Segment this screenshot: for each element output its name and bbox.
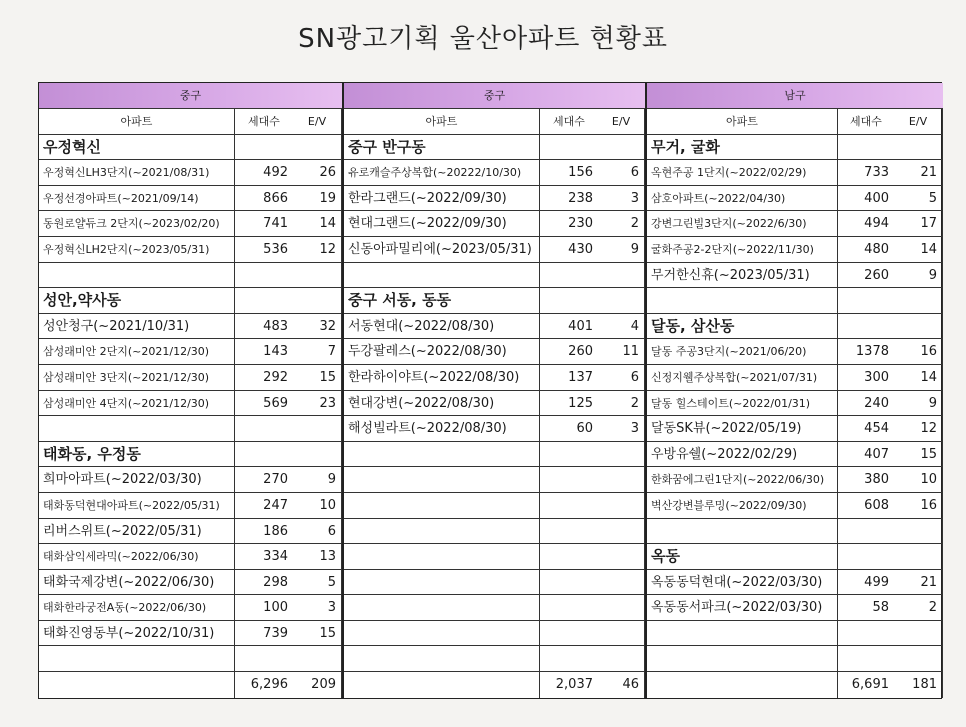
household-count: 494: [838, 211, 894, 237]
empty-cell: [647, 519, 838, 545]
apartment-name: 한라그랜드(~2022/09/30): [344, 186, 540, 212]
ev-count: 13: [293, 544, 342, 570]
apartment-name: 태화한라궁전A동(~2022/06/30): [39, 595, 235, 621]
apartment-name: 동원로얄듀크 2단지(~2023/02/20): [39, 211, 235, 237]
household-count: 492: [235, 160, 293, 186]
household-count: 480: [838, 237, 894, 263]
household-count: 499: [838, 570, 894, 596]
empty-cell: [344, 646, 540, 672]
ev-count: 16: [894, 493, 943, 519]
total-households: 6,691: [851, 677, 889, 693]
household-count: 430: [540, 237, 598, 263]
ev-count: 2: [598, 391, 645, 417]
ev-count: 21: [894, 570, 943, 596]
empty-cell: [894, 646, 943, 672]
empty-cell: [894, 544, 943, 570]
empty-cell: [598, 621, 645, 647]
empty-cell: [293, 288, 342, 314]
household-count: 260: [540, 339, 598, 365]
section-heading: 성안,약사동: [39, 288, 235, 314]
section-heading: 중구 반구동: [344, 135, 540, 161]
household-count: 137: [540, 365, 598, 391]
empty-cell: [838, 646, 894, 672]
ev-count: 17: [894, 211, 943, 237]
empty-cell: [293, 416, 342, 442]
apartment-name: 벽산강변블루밍(~2022/09/30): [647, 493, 838, 519]
apartment-name: 한라하이야트(~2022/08/30): [344, 365, 540, 391]
ev-count: 14: [894, 237, 943, 263]
apartment-name: 옥동동서파크(~2022/03/30): [647, 595, 838, 621]
apartment-name: 삼호아파트(~2022/04/30): [647, 186, 838, 212]
section-heading: 태화동, 우정동: [39, 442, 235, 468]
ev-count: 12: [293, 237, 342, 263]
ev-count: 2: [894, 595, 943, 621]
empty-cell: [540, 621, 598, 647]
apartment-name: 달동SK뷰(~2022/05/19): [647, 416, 838, 442]
ev-count: 10: [293, 493, 342, 519]
household-count: 156: [540, 160, 598, 186]
region-header: 중구: [344, 83, 645, 109]
ev-count: 19: [293, 186, 342, 212]
apartment-name: 신동아파밀리에(~2023/05/31): [344, 237, 540, 263]
ev-count: 2: [598, 211, 645, 237]
household-count: 58: [838, 595, 894, 621]
empty-cell: [540, 544, 598, 570]
ev-count: 6: [293, 519, 342, 545]
empty-cell: [598, 442, 645, 468]
column-header-ev: E/V: [598, 109, 645, 135]
ev-count: 9: [293, 467, 342, 493]
empty-cell: [598, 263, 645, 289]
empty-cell: [235, 263, 293, 289]
household-count: 407: [838, 442, 894, 468]
empty-cell: [838, 544, 894, 570]
column-header-ev: E/V: [293, 109, 342, 135]
empty-cell: [598, 595, 645, 621]
section-heading: 옥동: [647, 544, 838, 570]
household-count: 380: [838, 467, 894, 493]
apartment-name: 현대강변(~2022/08/30): [344, 391, 540, 417]
apartment-name: 현대그랜드(~2022/09/30): [344, 211, 540, 237]
empty-cell: [540, 595, 598, 621]
household-count: 334: [235, 544, 293, 570]
apartment-name: 태화국제강변(~2022/06/30): [39, 570, 235, 596]
empty-cell: [598, 646, 645, 672]
ev-count: 14: [293, 211, 342, 237]
apartment-name: 삼성래미안 3단지(~2021/12/30): [39, 365, 235, 391]
apartment-name: 신정지웰주상복합(~2021/07/31): [647, 365, 838, 391]
empty-cell: [344, 621, 540, 647]
apartment-name: 삼성래미안 2단지(~2021/12/30): [39, 339, 235, 365]
empty-cell: [540, 519, 598, 545]
apartment-name: 유로캐슬주상복합(~20222/10/30): [344, 160, 540, 186]
apartment-name: 삼성래미안 4단지(~2021/12/30): [39, 391, 235, 417]
ev-count: 7: [293, 339, 342, 365]
empty-cell: [838, 519, 894, 545]
empty-cell: [39, 263, 235, 289]
ev-count: 5: [894, 186, 943, 212]
empty-cell: [598, 493, 645, 519]
empty-cell: [344, 493, 540, 519]
household-count: 400: [838, 186, 894, 212]
empty-cell: [540, 288, 598, 314]
empty-cell: [838, 135, 894, 161]
district-block: [344, 83, 647, 698]
empty-cell: [598, 544, 645, 570]
column-header-apartment: 아파트: [39, 109, 235, 135]
household-count: 143: [235, 339, 293, 365]
empty-cell: [293, 646, 342, 672]
household-count: 260: [838, 263, 894, 289]
household-count: 186: [235, 519, 293, 545]
apartment-name: 우정혁신LH3단지(~2021/08/31): [39, 160, 235, 186]
district-block: [39, 83, 344, 698]
apartment-name: 태화삼익세라믹(~2022/06/30): [39, 544, 235, 570]
page-title: SN광고기획 울산아파트 현황표: [298, 24, 668, 54]
ev-count: 6: [598, 365, 645, 391]
empty-cell: [344, 544, 540, 570]
section-heading: 우정혁신: [39, 135, 235, 161]
empty-cell: [540, 570, 598, 596]
column-header-households: 세대수: [838, 109, 894, 135]
ev-count: 15: [293, 621, 342, 647]
district-block: [647, 83, 943, 698]
empty-cell: [540, 442, 598, 468]
total-households: 2,037: [555, 677, 593, 693]
ev-count: 11: [598, 339, 645, 365]
ev-count: 5: [293, 570, 342, 596]
empty-cell: [598, 467, 645, 493]
ev-count: 10: [894, 467, 943, 493]
empty-cell: [838, 314, 894, 340]
apartment-name: 우정선경아파트(~2021/09/14): [39, 186, 235, 212]
empty-cell: [344, 442, 540, 468]
apartment-name: 한화꿈에그린1단지(~2022/06/30): [647, 467, 838, 493]
household-count: 100: [235, 595, 293, 621]
household-count: 401: [540, 314, 598, 340]
total-label-cell: [39, 672, 235, 698]
empty-cell: [838, 621, 894, 647]
region-header: 남구: [647, 83, 943, 109]
empty-cell: [235, 135, 293, 161]
household-count: 536: [235, 237, 293, 263]
ev-count: 9: [894, 263, 943, 289]
apartment-status-table: [38, 82, 942, 699]
empty-cell: [344, 519, 540, 545]
household-count: 866: [235, 186, 293, 212]
ev-count: 15: [293, 365, 342, 391]
empty-cell: [540, 263, 598, 289]
empty-cell: [894, 135, 943, 161]
empty-cell: [894, 621, 943, 647]
empty-cell: [598, 570, 645, 596]
empty-cell: [344, 263, 540, 289]
empty-cell: [540, 467, 598, 493]
column-header-households: 세대수: [540, 109, 598, 135]
ev-count: 12: [894, 416, 943, 442]
ev-count: 3: [293, 595, 342, 621]
empty-cell: [647, 288, 838, 314]
empty-cell: [894, 288, 943, 314]
section-heading: 달동, 삼산동: [647, 314, 838, 340]
ev-count: 15: [894, 442, 943, 468]
empty-cell: [39, 416, 235, 442]
household-count: 569: [235, 391, 293, 417]
section-heading: 중구 서동, 동동: [344, 288, 540, 314]
empty-cell: [540, 493, 598, 519]
apartment-name: 옥동동덕현대(~2022/03/30): [647, 570, 838, 596]
empty-cell: [235, 416, 293, 442]
ev-count: 16: [894, 339, 943, 365]
household-count: 60: [540, 416, 598, 442]
apartment-name: 강변그린빌3단지(~2022/6/30): [647, 211, 838, 237]
ev-count: 32: [293, 314, 342, 340]
ev-count: 26: [293, 160, 342, 186]
household-count: 454: [838, 416, 894, 442]
empty-cell: [894, 314, 943, 340]
ev-count: 4: [598, 314, 645, 340]
empty-cell: [540, 646, 598, 672]
section-heading: 무거, 굴화: [647, 135, 838, 161]
household-count: 483: [235, 314, 293, 340]
empty-cell: [344, 467, 540, 493]
household-count: 270: [235, 467, 293, 493]
household-count: 608: [838, 493, 894, 519]
empty-cell: [894, 519, 943, 545]
apartment-name: 굴화주공2-2단지(~2022/11/30): [647, 237, 838, 263]
apartment-name: 우방유쉘(~2022/02/29): [647, 442, 838, 468]
empty-cell: [647, 621, 838, 647]
apartment-name: 성안청구(~2021/10/31): [39, 314, 235, 340]
empty-cell: [235, 288, 293, 314]
apartment-name: 태화동덕현대아파트(~2022/05/31): [39, 493, 235, 519]
apartment-name: 희마아파트(~2022/03/30): [39, 467, 235, 493]
household-count: 733: [838, 160, 894, 186]
apartment-name: 옥현주공 1단지(~2022/02/29): [647, 160, 838, 186]
apartment-name: 서동현대(~2022/08/30): [344, 314, 540, 340]
empty-cell: [647, 646, 838, 672]
total-ev: 209: [293, 672, 342, 698]
apartment-name: 무거한신휴(~2023/05/31): [647, 263, 838, 289]
household-count: 292: [235, 365, 293, 391]
total-ev: 181: [894, 672, 943, 698]
household-count: 739: [235, 621, 293, 647]
empty-cell: [293, 442, 342, 468]
column-header-apartment: 아파트: [647, 109, 838, 135]
ev-count: 3: [598, 186, 645, 212]
column-header-ev: E/V: [894, 109, 943, 135]
household-count: 300: [838, 365, 894, 391]
total-households: 6,296: [250, 677, 288, 693]
household-count: 1378: [838, 339, 894, 365]
household-count: 247: [235, 493, 293, 519]
empty-cell: [838, 288, 894, 314]
ev-count: 9: [598, 237, 645, 263]
household-count: 230: [540, 211, 598, 237]
apartment-name: 달동 주공3단지(~2021/06/20): [647, 339, 838, 365]
empty-cell: [293, 135, 342, 161]
household-count: 238: [540, 186, 598, 212]
ev-count: 14: [894, 365, 943, 391]
household-count: 298: [235, 570, 293, 596]
column-header-apartment: 아파트: [344, 109, 540, 135]
empty-cell: [344, 595, 540, 621]
apartment-name: 두강팔레스(~2022/08/30): [344, 339, 540, 365]
ev-count: 6: [598, 160, 645, 186]
apartment-name: 달동 힐스테이트(~2022/01/31): [647, 391, 838, 417]
household-count: 741: [235, 211, 293, 237]
apartment-name: 태화진영동부(~2022/10/31): [39, 621, 235, 647]
empty-cell: [344, 570, 540, 596]
ev-count: 9: [894, 391, 943, 417]
ev-count: 21: [894, 160, 943, 186]
empty-cell: [598, 519, 645, 545]
empty-cell: [39, 646, 235, 672]
apartment-name: 리버스위트(~2022/05/31): [39, 519, 235, 545]
total-ev: 46: [598, 672, 645, 698]
column-header-households: 세대수: [235, 109, 293, 135]
empty-cell: [598, 135, 645, 161]
household-count: 240: [838, 391, 894, 417]
empty-cell: [235, 646, 293, 672]
region-header: 중구: [39, 83, 342, 109]
household-count: 125: [540, 391, 598, 417]
empty-cell: [235, 442, 293, 468]
empty-cell: [293, 263, 342, 289]
empty-cell: [598, 288, 645, 314]
total-label-cell: [344, 672, 540, 698]
apartment-name: 해성빌라트(~2022/08/30): [344, 416, 540, 442]
empty-cell: [540, 135, 598, 161]
apartment-name: 우정혁신LH2단지(~2023/05/31): [39, 237, 235, 263]
total-label-cell: [647, 672, 838, 698]
ev-count: 3: [598, 416, 645, 442]
ev-count: 23: [293, 391, 342, 417]
